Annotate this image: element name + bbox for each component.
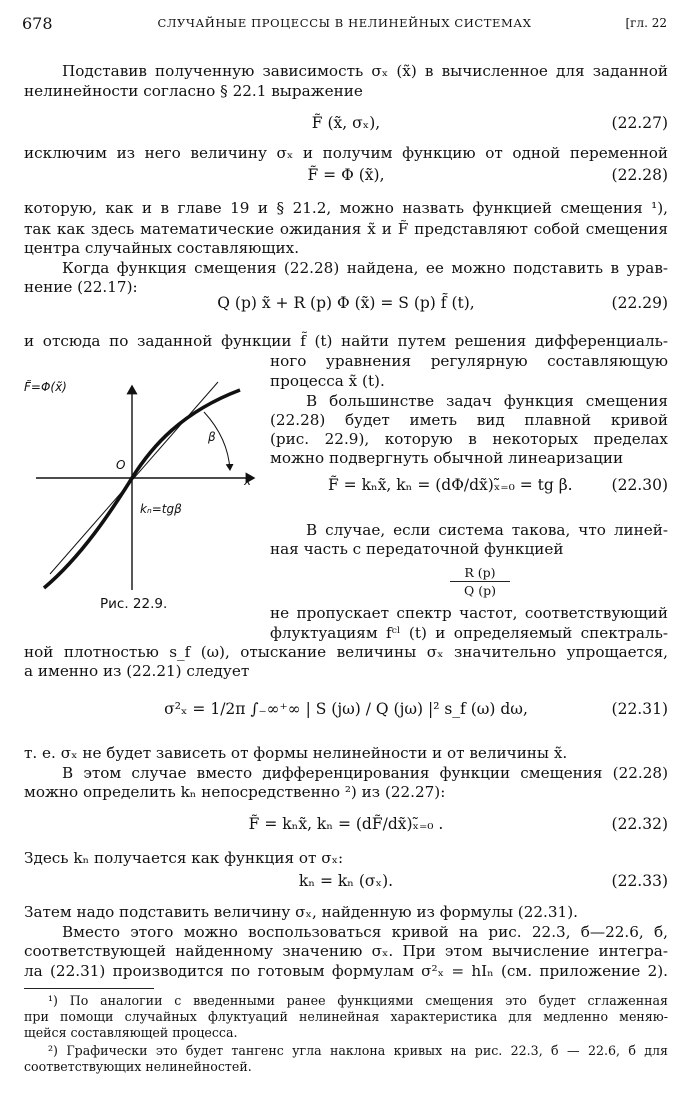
equation-formula: kₙ = kₙ (σₓ). <box>298 872 394 890</box>
function-plot <box>22 378 262 593</box>
equation-number: (22.32) <box>611 815 668 833</box>
text-line: Затем надо подставить величину σₓ, найденную из формулы (22.31). <box>24 903 578 921</box>
equation-22-28 <box>24 166 668 190</box>
y-axis-label: F̃=Φ(x̃) <box>24 380 67 394</box>
text-line: ной плотностью s_f (ω), отыскание величины σₓ значительно упрощается, <box>24 643 668 661</box>
text-line: можно подвергнуть обычной линеаризации <box>270 449 624 467</box>
text-line: центра случайных составляющих. <box>24 239 300 257</box>
text-line: а именно из (22.21) следует <box>24 662 250 680</box>
fraction-denominator: Q (p) <box>464 583 496 598</box>
running-header <box>22 14 667 34</box>
text-line: можно определить kₙ непосредственно ²) из (22.27): <box>24 783 446 801</box>
text-line: (рис. 22.9), которую в некоторых пределах <box>270 430 668 448</box>
text-line: флуктуациям fᶜˡ (t) и определяемый спектраль- <box>270 624 668 642</box>
equation-number: (22.33) <box>611 872 668 890</box>
footnote-line: щейся составляющей процесса. <box>24 1025 238 1040</box>
text-line: исключим из него величину σₓ и получим функцию от одной переменной <box>24 144 668 162</box>
equation-formula: F̃ (x̃, σₓ), <box>311 114 381 132</box>
text-line: В этом случае вместо дифференцирования функции смещения (22.28) <box>62 764 668 782</box>
text-line: Вместо этого можно воспользоваться кривой на рис. 22.3, б—22.6, б, <box>62 923 668 941</box>
equation-number: (22.31) <box>611 700 668 718</box>
footnote-line: при помощи случайных флуктуаций нелинейная характеристика для медленно меняю- <box>24 1009 668 1024</box>
text-line: ного уравнения регулярную составляющую <box>270 352 668 370</box>
text-line: Здесь kₙ получается как функция от σₓ: <box>24 849 344 867</box>
origin-label: O <box>116 458 126 472</box>
footnote-line: ²) Графически это будет тангенс угла наклона кривых на рис. 22.3, б — 22.6, б для <box>48 1043 668 1058</box>
equation-22-32 <box>24 815 668 839</box>
x-axis-label: x̃ <box>244 474 252 488</box>
text-line: В случае, если система такова, что линей- <box>306 521 668 539</box>
text-line: Подставив полученную зависимость σₓ (x̃) в вычисленное для заданной <box>62 62 668 80</box>
fraction-numerator: R (p) <box>464 565 496 580</box>
equation-22-33 <box>24 872 668 896</box>
equation-formula: F̃ = Φ (x̃), <box>307 166 385 184</box>
equation-formula: F̃ = kₙx̃, kₙ = (dΦ/dx̃)ₓ̃₌₀ = tg β. <box>328 476 573 494</box>
equation-formula: Q (p) x̃ + R (p) Φ (x̃) = S (p) f̃ (t), <box>217 294 475 312</box>
footnote-line: соответствующих нелинейностей. <box>24 1059 252 1074</box>
text-line: соответствующей найденному значению σₓ. При этом вычисление интегра- <box>24 942 668 960</box>
text-line: В большинстве задач функция смещения <box>306 392 668 410</box>
footnote-line: ¹) По аналогии с введенными ранее функциями смещения это будет сглаженная <box>48 993 668 1008</box>
text-line: (22.28) будет иметь вид плавной кривой <box>270 411 668 429</box>
equation-22-27 <box>24 114 668 138</box>
text-line: так как здесь математические ожидания x̃ и F̃ представляют собой смещения <box>24 220 668 238</box>
text-line: процесса x̃ (t). <box>270 372 385 390</box>
equation-formula: F̃ = kₙx̃, kₙ = (dF̃/dx̃)ₓ̃₌₀ . <box>248 815 444 833</box>
angle-label: β <box>208 430 216 444</box>
figure-caption: Рис. 22.9. <box>100 596 168 612</box>
footnote-rule <box>24 988 154 989</box>
text-line: ная часть с передаточной функцией <box>270 540 564 558</box>
text-line: нелинейности согласно § 22.1 выражение <box>24 82 363 100</box>
figure-22-9 <box>22 378 262 593</box>
fraction-bar <box>450 581 510 582</box>
text-line: которую, как и в главе 19 и § 21.2, можно назвать функцией смещения ¹), <box>24 199 668 217</box>
equation-formula: σ²ₓ = 1/2π ∫₋∞⁺∞ | S (jω) / Q (jω) |² s_f (ω) dω, <box>164 700 528 718</box>
equation-number: (22.27) <box>611 114 668 132</box>
text-line: и отсюда по заданной функции f̃ (t) найти путем решения дифференциаль- <box>24 332 668 350</box>
text-line: т. е. σₓ не будет зависеть от формы нелинейности и от величины x̃. <box>24 744 568 762</box>
text-line: Когда функция смещения (22.28) найдена, ее можно подставить в урав- <box>62 259 668 277</box>
text-line: нение (22.17): <box>24 278 138 296</box>
equation-number: (22.28) <box>611 166 668 184</box>
page-number: 678 <box>22 14 53 33</box>
equation-number: (22.30) <box>611 476 668 494</box>
equation-22-30 <box>270 476 668 500</box>
transfer-function-fraction <box>450 565 510 598</box>
text-line: ла (22.31) производится по готовым формулам σ²ₓ = hIₙ (см. приложение 2). <box>24 962 668 980</box>
chapter-marker: [гл. 22 <box>625 16 667 30</box>
equation-number: (22.29) <box>611 294 668 312</box>
running-title: СЛУЧАЙНЫЕ ПРОЦЕССЫ В НЕЛИНЕЙНЫХ СИСТЕМАХ <box>157 16 532 30</box>
slope-label: kₙ=tgβ <box>140 502 182 516</box>
equation-22-29 <box>24 294 668 318</box>
text-line: не пропускает спектр частот, соответствующий <box>270 604 668 622</box>
equation-22-31 <box>24 700 668 724</box>
